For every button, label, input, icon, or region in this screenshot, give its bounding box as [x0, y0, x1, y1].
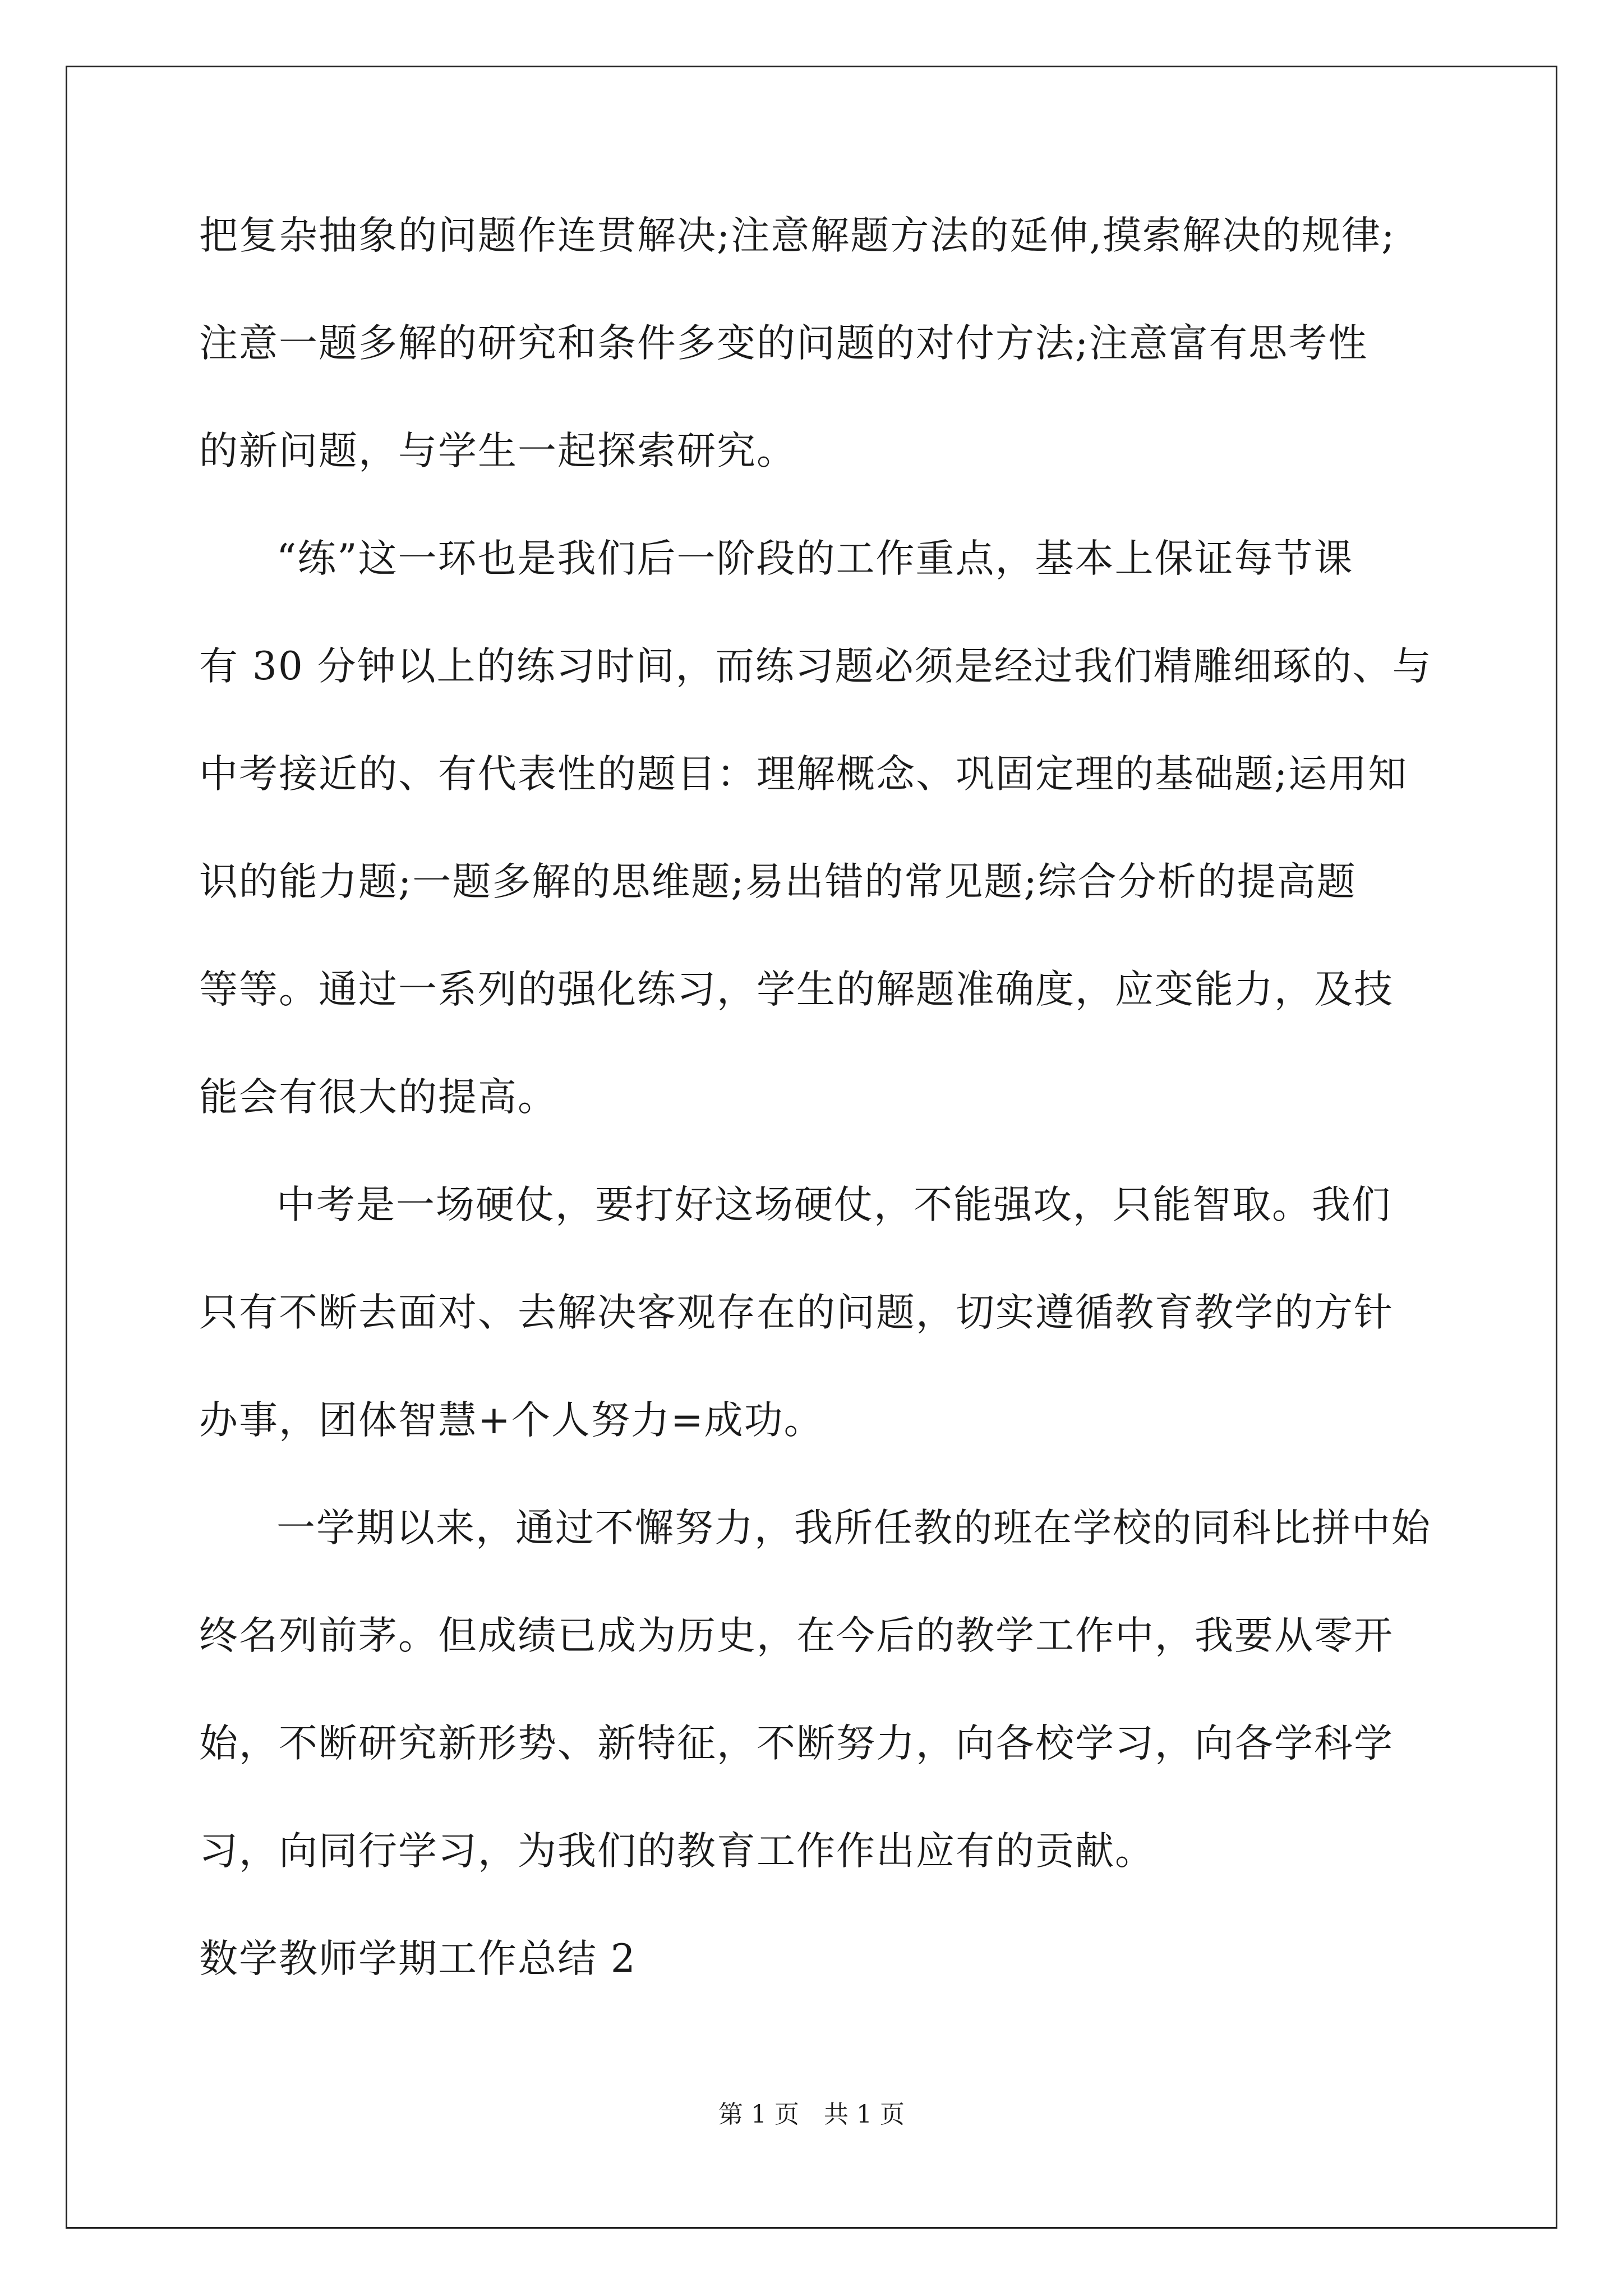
text-line: 只有不断去面对、去解决客观存在的问题，切实遵循教育教学的方针 [199, 1290, 1394, 1335]
text-line: 的新问题，与学生一起探索研究。 [199, 429, 796, 473]
paragraph-start-line: “练”这一环也是我们后一阶段的工作重点，基本上保证每节课 [276, 536, 1354, 581]
page-footer: 第 1 页 共 1 页 [718, 2100, 905, 2129]
paragraph-start-line: 一学期以来，通过不懈努力，我所任教的班在学校的同科比拼中始 [276, 1506, 1431, 1550]
section-heading: 数学教师学期工作总结 2 [199, 1936, 637, 1981]
paragraph-start-line: 中考是一场硬仗，要打好这场硬仗，不能强攻，只能智取。我们 [276, 1182, 1391, 1227]
text-line: 始，不断研究新形势、新特征，不断努力，向各校学习，向各学科学 [199, 1721, 1394, 1766]
text-line: 办事，团体智慧+个人努力=成功。 [199, 1398, 824, 1443]
text-line: 中考接近的、有代表性的题目：理解概念、巩固定理的基础题;运用知 [199, 752, 1408, 797]
page-border [66, 66, 1557, 2229]
text-line: 等等。通过一系列的强化练习，学生的解题准确度，应变能力，及技 [199, 967, 1394, 1012]
text-line: 有 30 分钟以上的练习时间，而练习题必须是经过我们精雕细琢的、与 [199, 644, 1432, 689]
text-line: 能会有很大的提高。 [199, 1075, 557, 1120]
text-line: 识的能力题;一题多解的思维题;易出错的常见题;综合分析的提高题 [199, 859, 1357, 904]
text-line: 注意一题多解的研究和条件多变的问题的对付方法;注意富有思考性 [199, 321, 1368, 366]
text-line: 把复杂抽象的问题作连贯解决;注意解题方法的延伸,摸索解决的规律; [199, 213, 1396, 258]
text-line: 终名列前茅。但成绩已成为历史，在今后的教学工作中，我要从零开 [199, 1613, 1394, 1658]
text-line: 习，向同行学习，为我们的教育工作作出应有的贡献。 [199, 1829, 1155, 1874]
